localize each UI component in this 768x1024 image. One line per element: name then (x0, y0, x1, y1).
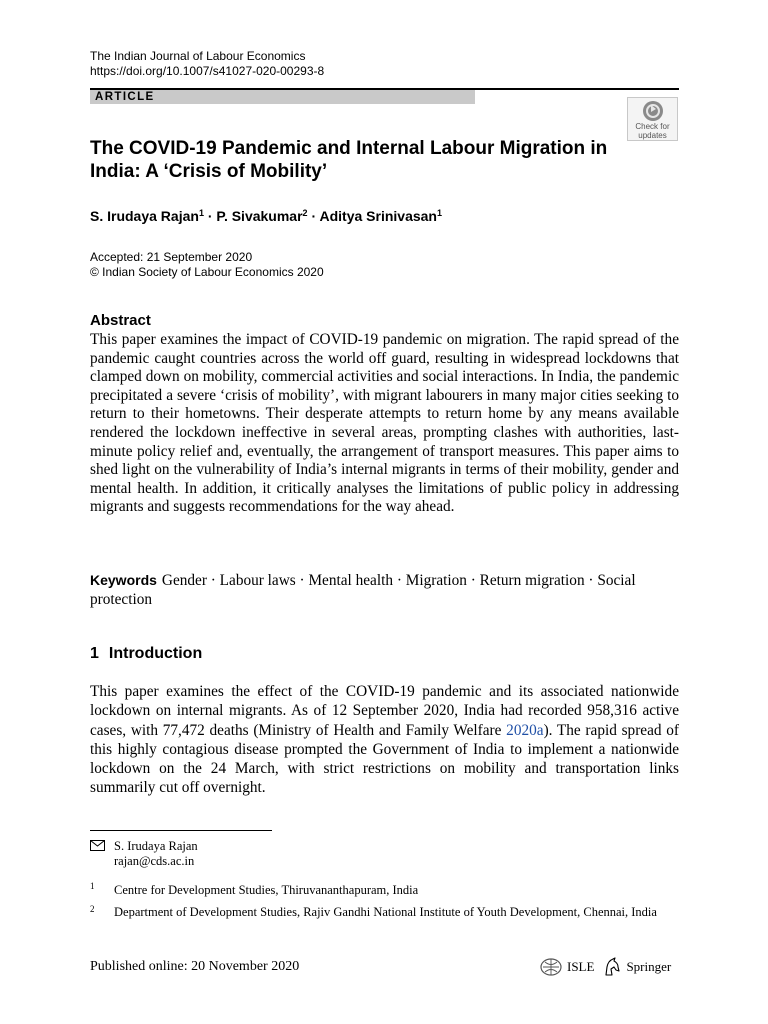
author-affiliation-mark: 1 (198, 208, 204, 218)
publisher-logos (540, 955, 671, 979)
corresponding-author-name: S. Irudaya Rajan (114, 839, 198, 853)
published-online-date: Published online: 20 November 2020 (90, 959, 300, 974)
keywords (90, 571, 679, 609)
journal-name: The Indian Journal of Labour Economics (90, 49, 306, 63)
badge-line-2: updates (638, 130, 667, 140)
badge-line-1: Check for (635, 122, 670, 131)
author-name[interactable]: S. Irudaya Rajan (90, 208, 199, 224)
footnote-rule (90, 830, 272, 831)
isle-logo-icon (540, 958, 562, 976)
doi-link[interactable]: https://doi.org/10.1007/s41027-020-00293-8 (90, 64, 325, 78)
article-type-label: ARTICLE (95, 91, 155, 103)
springer-label: Springer (626, 959, 672, 974)
abstract-heading: Abstract (90, 312, 151, 329)
author-list (90, 207, 442, 225)
check-for-updates-badge[interactable] (627, 97, 678, 141)
check-for-updates-icon (642, 100, 664, 122)
mail-icon (90, 840, 105, 851)
affiliation-2: Department of Development Studies, Rajiv Gandhi National Institute of Youth Development, Chennai, India (114, 905, 657, 919)
author-separator: · (203, 208, 217, 224)
keywords-list: Gender · Labour laws · Mental health · Migration · Return migration · Social protection (90, 572, 636, 608)
author-affiliation-mark: 2 (302, 208, 308, 218)
section-heading (90, 644, 202, 664)
author-affiliation-mark: 1 (436, 208, 442, 218)
isle-label: ISLE (567, 959, 595, 974)
corresponding-author-email[interactable]: rajan@cds.ac.in (114, 854, 195, 868)
author-name[interactable]: Aditya Srinivasan (319, 208, 437, 224)
copyright-notice: © Indian Society of Labour Economics 2020 (90, 265, 324, 279)
springer-horse-icon (603, 957, 621, 977)
intro-text-part2: ). The rapid spread of this highly contagious disease prompted the Government of India to implement a nationwide lockdown on the 24 March, with strict restrictions on mobility and transportation links summarily cut off overnight. (90, 721, 679, 797)
affiliation-1: Centre for Development Studies, Thiruvananthapuram, India (114, 883, 419, 897)
abstract-text: This paper examines the impact of COVID-19 pandemic on migration. The rapid spread of the pandemic caught countries across the world off guard, resulting in widespread lockdowns that clamped down on mobility, commercial activities and social interactions. In India, the pandemic precipitated a severe ‘crisis of mobility’, with migrant labourers in many major cities seeking to return to their hometowns. Their desperate attempts to return home by any means available rendered the lockdown ineffective in several areas, prompting clashes with authorities, last-minute policy relief and, eventually, the arrangement of transport measures. This paper aims to shed light on the vulnerability of India’s internal migrants in terms of their mobility, gender and mental health. In addition, it critically analyses the limitations of public policy in addressing migrants and suggests recommendations for the way ahead. (90, 331, 679, 516)
keywords-label: Keywords (90, 572, 157, 588)
introduction-paragraph (90, 682, 679, 798)
intro-text-part1: This paper examines the effect of the COVID-19 pandemic and its associated nationwide lockdown on internal migrants. As of 12 September 2020, India had recorded 958,316 active cases, with 77,472 deaths (Ministry of Health and Family Welfare (90, 683, 679, 739)
paper-title: The COVID-19 Pandemic and Internal Labour Migration in India: A ‘Crisis of Mobility’ (90, 138, 608, 182)
citation-link[interactable]: 2020a (506, 721, 544, 739)
author-separator: · (307, 208, 320, 224)
accepted-date: Accepted: 21 September 2020 (90, 250, 253, 264)
section-number: 1 (90, 645, 99, 662)
author-name[interactable]: P. Sivakumar (216, 208, 303, 224)
affiliation-2-mark: 2 (90, 904, 95, 914)
section-title: Introduction (108, 645, 203, 662)
affiliation-1-mark: 1 (90, 881, 95, 891)
